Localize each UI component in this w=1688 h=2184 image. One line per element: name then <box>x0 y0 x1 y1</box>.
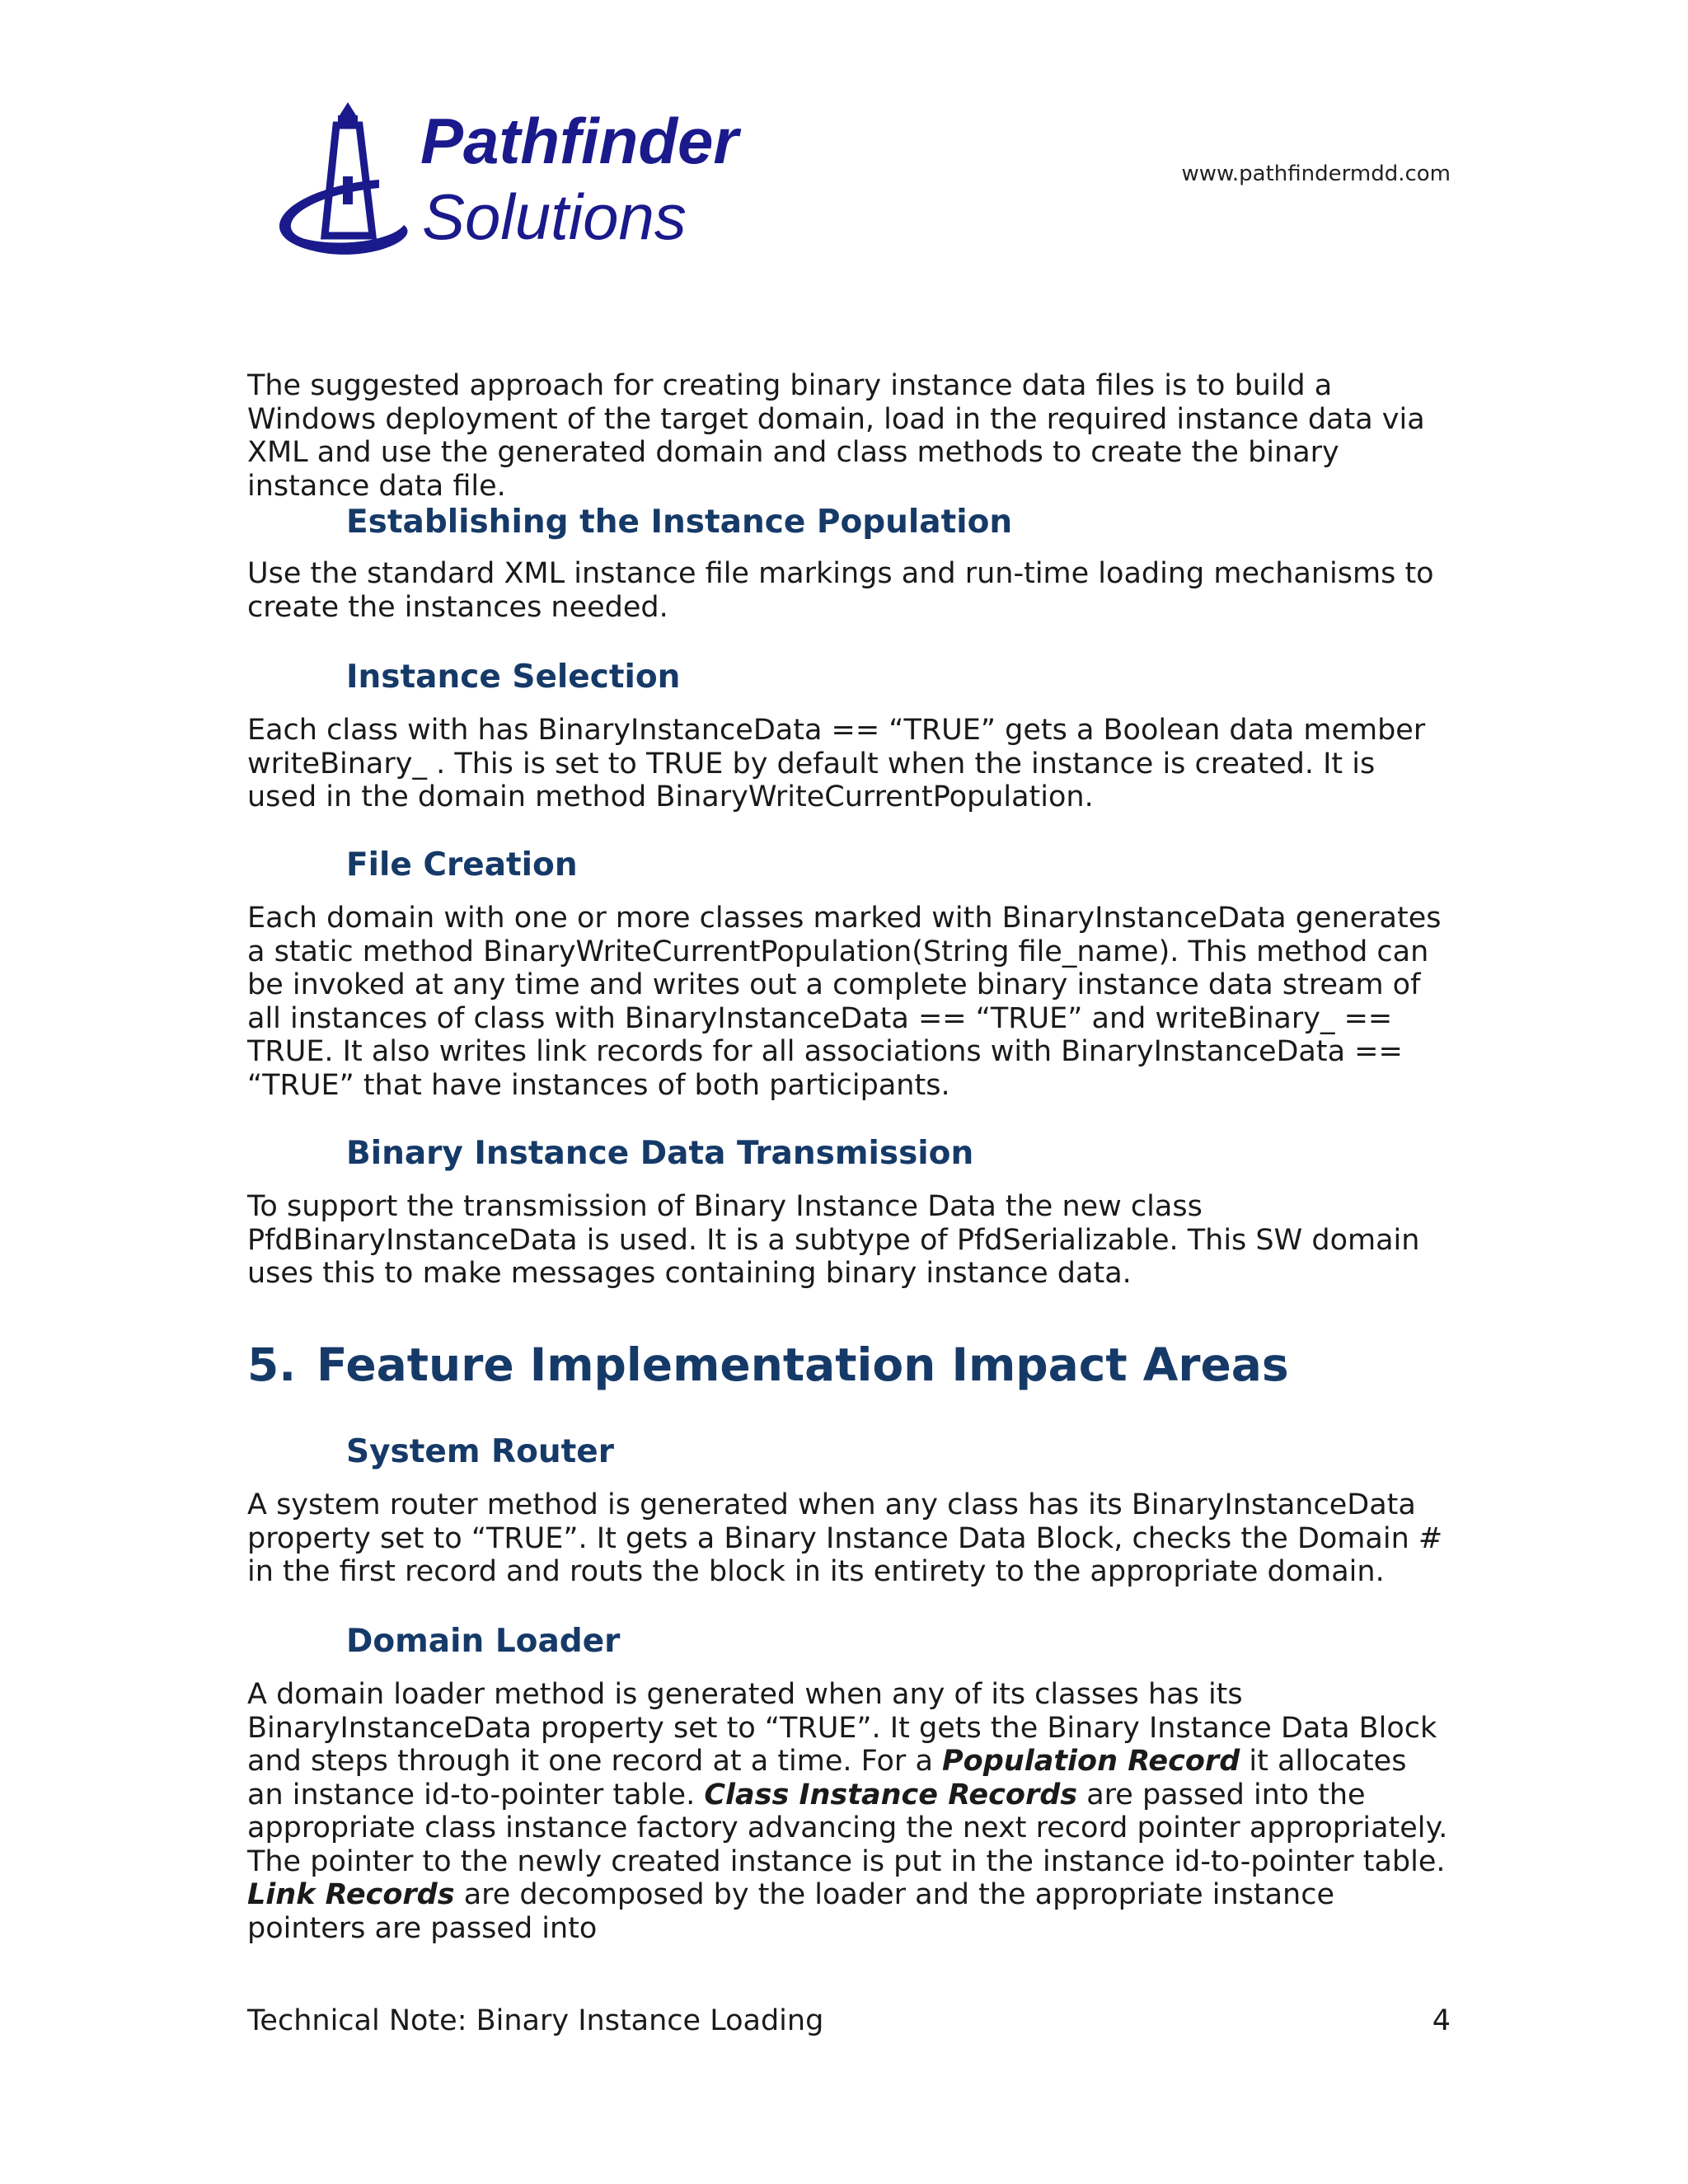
instance-selection-paragraph: Each class with has BinaryInstanceData == “TRUE” gets a Boolean data member writeBinary_ . This is set to TRUE by default when the instance is created. It is used in the domain method BinaryWriteCurrentPopulation. <box>247 714 1426 813</box>
link-records-term: Link Records <box>247 1878 455 1911</box>
section-5-heading <box>247 1340 1289 1390</box>
intro-paragraph: The suggested approach for creating binary instance data files is to build a Windows deployment of the target domain, load in the required instance data via XML and use the generated domain and class methods to create the binary instance data file. <box>247 369 1425 503</box>
class-instance-records-term: Class Instance Records <box>704 1778 1078 1811</box>
section-number: 5. <box>247 1338 297 1391</box>
logo-line1: Pathfinder <box>420 105 738 177</box>
logo-line2: Solutions <box>422 180 687 253</box>
domain-loader-text-1: A domain loader method is generated when any of its classes has its BinaryInstanceData property set to “TRUE”. It gets the Binary Instance Data Block and steps through it one record at a time. For a <box>247 1678 1437 1778</box>
population-record-term: Population Record <box>942 1745 1240 1778</box>
heading-establishing: Establishing the Instance Population <box>346 504 1013 541</box>
pathfinder-logo <box>247 97 808 262</box>
heading-system-router: System Router <box>346 1433 614 1470</box>
domain-loader-text-2: it allocates an instance id-to-pointer table. <box>247 1745 1407 1811</box>
lighthouse-logo-icon <box>247 97 808 262</box>
domain-loader-text-4: are decomposed by the loader and the appropriate instance pointers are passed into <box>247 1878 1335 1945</box>
section-title: Feature Implementation Impact Areas <box>316 1338 1289 1391</box>
heading-file-creation: File Creation <box>346 846 578 883</box>
page-number: 4 <box>1432 2004 1451 2037</box>
heading-instance-selection: Instance Selection <box>346 658 681 696</box>
site-url[interactable]: www.pathfindermdd.com <box>1181 162 1451 186</box>
file-creation-paragraph: Each domain with one or more classes marked with BinaryInstanceData generates a static method BinaryWriteCurrentPopulation(String file_name). This method can be invoked at any time and writes out a complete binary instance data stream of all instances of class with BinaryInstanceData == “TRUE” and writeBinary_ == TRUE. It also writes link records for all associations with BinaryInstanceData == “TRUE” that have instances of both participants. <box>247 902 1442 1102</box>
domain-loader-text-3: are passed into the appropriate class instance factory advancing the next record pointer appropriately. The pointer to the newly created instance is put in the instance id-to-pointer table. <box>247 1778 1448 1878</box>
heading-domain-loader: Domain Loader <box>346 1623 621 1660</box>
system-router-paragraph: A system router method is generated when any class has its BinaryInstanceData property set to “TRUE”. It gets a Binary Instance Data Block, checks the Domain # in the first record and routs the block in its entirety to the appropriate domain. <box>247 1488 1443 1588</box>
footer-title: Technical Note: Binary Instance Loading <box>247 2004 824 2037</box>
transmission-paragraph: To support the transmission of Binary Instance Data the new class PfdBinaryInstanceData is used. It is a subtype of PfdSerializable. This SW domain uses this to make messages containing binary instance data. <box>247 1190 1420 1290</box>
establishing-paragraph: Use the standard XML instance file markings and run-time loading mechanisms to create the instances needed. <box>247 557 1434 624</box>
heading-transmission: Binary Instance Data Transmission <box>346 1135 974 1172</box>
domain-loader-paragraph <box>247 1678 1451 1945</box>
